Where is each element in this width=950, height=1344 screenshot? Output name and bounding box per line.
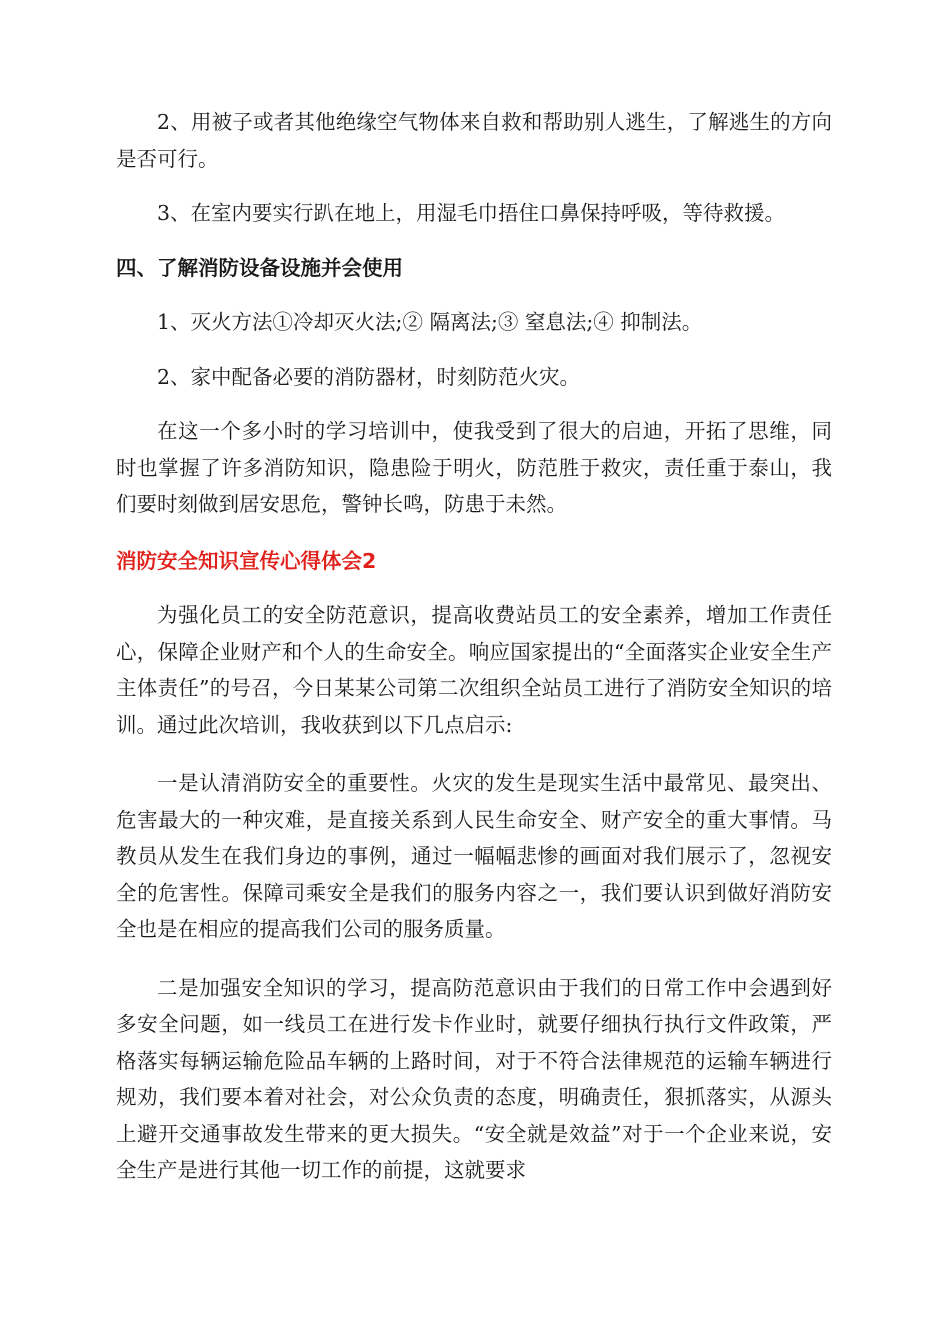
paragraph-extinguish-methods: 1、灭火方法①冷却灭火法;② 隔离法;③ 窒息法;④ 抑制法。 [157,310,703,334]
section-title-essay-2: 消防安全知识宣传心得体会2 [116,548,377,573]
heading-fire-equipment: 四、了解消防设备设施并会使用 [116,255,403,280]
paragraph-escape-method-3: 3、在室内要实行趴在地上，用湿毛巾捂住口鼻保持呼吸，等待救援。 [157,201,786,225]
paragraph-escape-method-2: 2、用被子或者其他绝缘空气物体来自救和帮助别人逃生，了解逃生的方向是否可行。 [116,110,832,171]
paragraph-point-two: 二是加强安全知识的学习，提高防范意识由于我们的日常工作中会遇到好多安全问题，如一线员工在进行发卡作业时，就要仔细执行执行文件政策，严格落实每辆运输危险品车辆的上路时间，对于不符合法律规范的运输车辆进行规劝，我们要本着对社会，对公众负责的态度，明确责任，狠抓落实，从源头上避开交通事故发生带来的更大损失。“安全就是效益”对于一个企业来说，安全生产是进行其他一切工作的前提，这就要求 [116,975,832,1182]
paragraph-point-one: 一是认清消防安全的重要性。火灾的发生是现实生活中最常见、最突出、危害最大的一种灾难，是直接关系到人民生命安全、财产安全的重大事情。马教员从发生在我们身边的事例，通过一幅幅悲惨的画面对我们展示了，忽视安全的危害性。保障司乘安全是我们的服务内容之一，我们要认识到做好消防安全也是在相应的提高我们公司的服务质量。 [116,771,832,941]
paragraph-home-equipment: 2、家中配备必要的消防器材，时刻防范火灾。 [157,364,581,389]
document-body [116,104,832,1189]
paragraph-training-summary: 在这一个多小时的学习培训中，使我受到了很大的启迪，开拓了思维，同时也掌握了许多消防知识，隐患险于明火，防范胜于救灾，责任重于泰山，我们要时刻做到居安思危，警钟长鸣，防患于未然。 [116,419,832,516]
paragraph-essay-2-intro: 为强化员工的安全防范意识，提高收费站员工的安全素养，增加工作责任心，保障企业财产和个人的生命安全。响应国家提出的“全面落实企业安全生产主体责任”的号召，今日某某公司第二次组织全站员工进行了消防安全知识的培训。通过此次培训，我收获到以下几点启示: [116,603,832,737]
